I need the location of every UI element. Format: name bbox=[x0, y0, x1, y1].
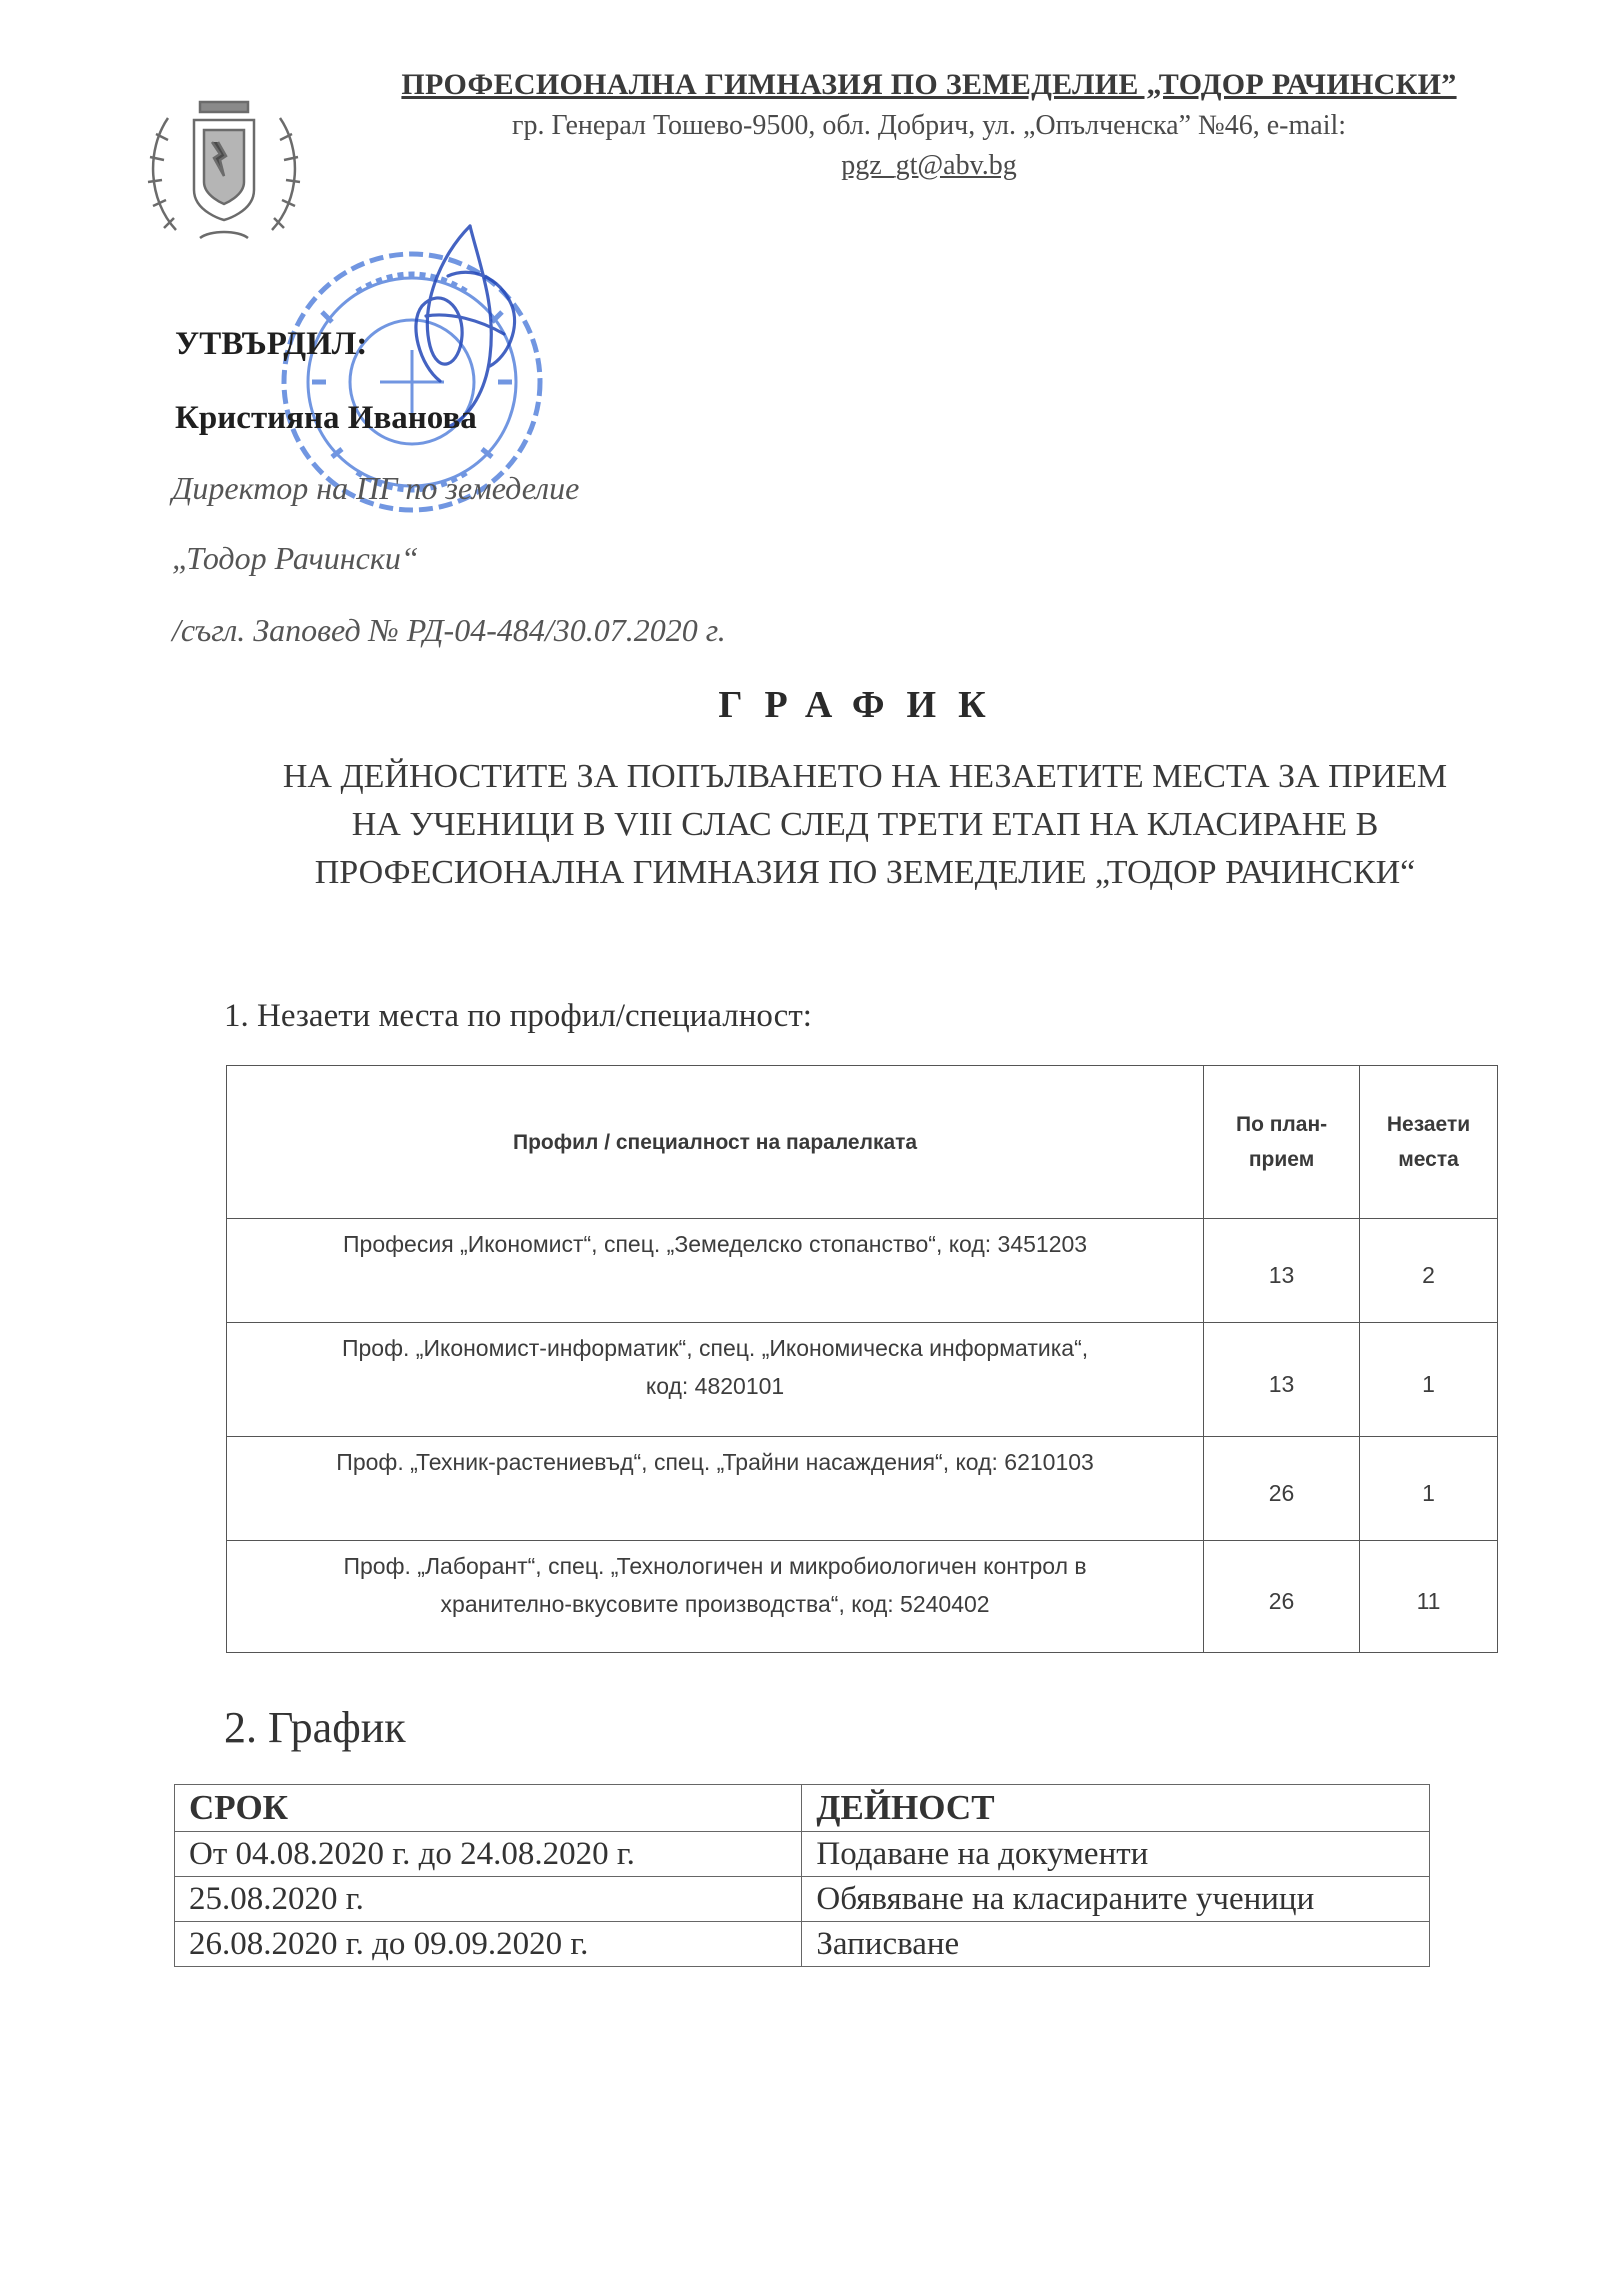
vacant-places-table bbox=[226, 1065, 1498, 1653]
school-address: гр. Генерал Тошево-9500, обл. Добрич, ул. „Опълченска” №46, e-mail: bbox=[511, 110, 1347, 141]
approval-order-reference: /съгл. Заповед № РД-04-484/30.07.2020 г. bbox=[172, 612, 726, 648]
activity-cell: Записване bbox=[802, 1922, 1430, 1967]
date-cell: 26.08.2020 г. до 09.09.2020 г. bbox=[175, 1922, 802, 1967]
activity-cell: Обявяване на класираните ученици bbox=[802, 1877, 1430, 1922]
table-row bbox=[175, 1832, 1430, 1877]
section-2-heading: 2. График bbox=[224, 1703, 406, 1752]
date-cell: От 04.08.2020 г. до 24.08.2020 г. bbox=[175, 1832, 802, 1877]
approver-school: „Тодор Рачински“ bbox=[172, 540, 419, 576]
table-row bbox=[175, 1922, 1430, 1967]
activity-cell: Подаване на документи bbox=[802, 1832, 1430, 1877]
column-header-activity: ДЕЙНОСТ bbox=[802, 1785, 1430, 1832]
date-cell: 25.08.2020 г. bbox=[175, 1877, 802, 1922]
table-row bbox=[227, 1323, 1498, 1437]
approver-name: Кристияна Иванова bbox=[175, 400, 477, 436]
plan-cell: 13 bbox=[1204, 1323, 1360, 1437]
subtitle-line: НА УЧЕНИЦИ В VIII СЛАС СЛЕД ТРЕТИ ЕТАП НА КЛАСИРАНЕ В bbox=[351, 806, 1379, 843]
free-places-cell: 11 bbox=[1360, 1541, 1498, 1653]
column-header-date: СРОК bbox=[175, 1785, 802, 1832]
profile-cell: Проф. „Техник-растениевъд“, спец. „Трайни насаждения“, код: 6210103 bbox=[227, 1437, 1204, 1541]
profile-cell: Професия „Икономист“, спец. „Земеделско стопанство“, код: 3451203 bbox=[227, 1219, 1204, 1323]
plan-cell: 13 bbox=[1204, 1219, 1360, 1323]
table-header-row bbox=[227, 1066, 1498, 1219]
schedule-table bbox=[174, 1784, 1430, 1967]
school-name: ПРОФЕСИОНАЛНА ГИМНАЗИЯ ПО ЗЕМЕДЕЛИЕ „ТОДОР РАЧИНСКИ” bbox=[401, 68, 1457, 101]
profile-cell: Проф. „Лаборант“, спец. „Технологичен и микробиологичен контрол в хранително-вкусовите производства“, код: 5240402 bbox=[227, 1541, 1204, 1653]
approved-label: УТВЪРДИЛ: bbox=[175, 326, 368, 362]
document-title: ГРАФИК bbox=[718, 684, 1008, 726]
document-subtitle bbox=[175, 753, 1555, 897]
column-header-plan: По план- прием bbox=[1204, 1066, 1360, 1219]
table-row bbox=[227, 1541, 1498, 1653]
table-row bbox=[175, 1877, 1430, 1922]
plan-cell: 26 bbox=[1204, 1541, 1360, 1653]
column-header-profile: Профил / специалност на паралелката bbox=[227, 1066, 1204, 1219]
plan-cell: 26 bbox=[1204, 1437, 1360, 1541]
school-emblem-icon bbox=[138, 80, 310, 252]
table-header-row bbox=[175, 1785, 1430, 1832]
free-places-cell: 1 bbox=[1360, 1437, 1498, 1541]
school-email-link[interactable]: pgz_gt@abv.bg bbox=[841, 150, 1017, 181]
table-row bbox=[227, 1437, 1498, 1541]
table-row bbox=[227, 1219, 1498, 1323]
profile-cell: Проф. „Икономист-информатик“, спец. „Икономическа информатика“, код: 4820101 bbox=[227, 1323, 1204, 1437]
subtitle-line: НА ДЕЙНОСТИТЕ ЗА ПОПЪЛВАНЕТО НА НЕЗАЕТИТЕ МЕСТА ЗА ПРИЕМ bbox=[282, 758, 1448, 795]
free-places-cell: 2 bbox=[1360, 1219, 1498, 1323]
subtitle-line: ПРОФЕСИОНАЛНА ГИМНАЗИЯ ПО ЗЕМЕДЕЛИЕ „ТОДОР РАЧИНСКИ“ bbox=[314, 854, 1416, 891]
column-header-free: Незаети места bbox=[1360, 1066, 1498, 1219]
approver-title: Директор на ПГ по земеделие bbox=[172, 470, 580, 506]
free-places-cell: 1 bbox=[1360, 1323, 1498, 1437]
section-1-heading: 1. Незаети места по профил/специалност: bbox=[224, 998, 812, 1034]
